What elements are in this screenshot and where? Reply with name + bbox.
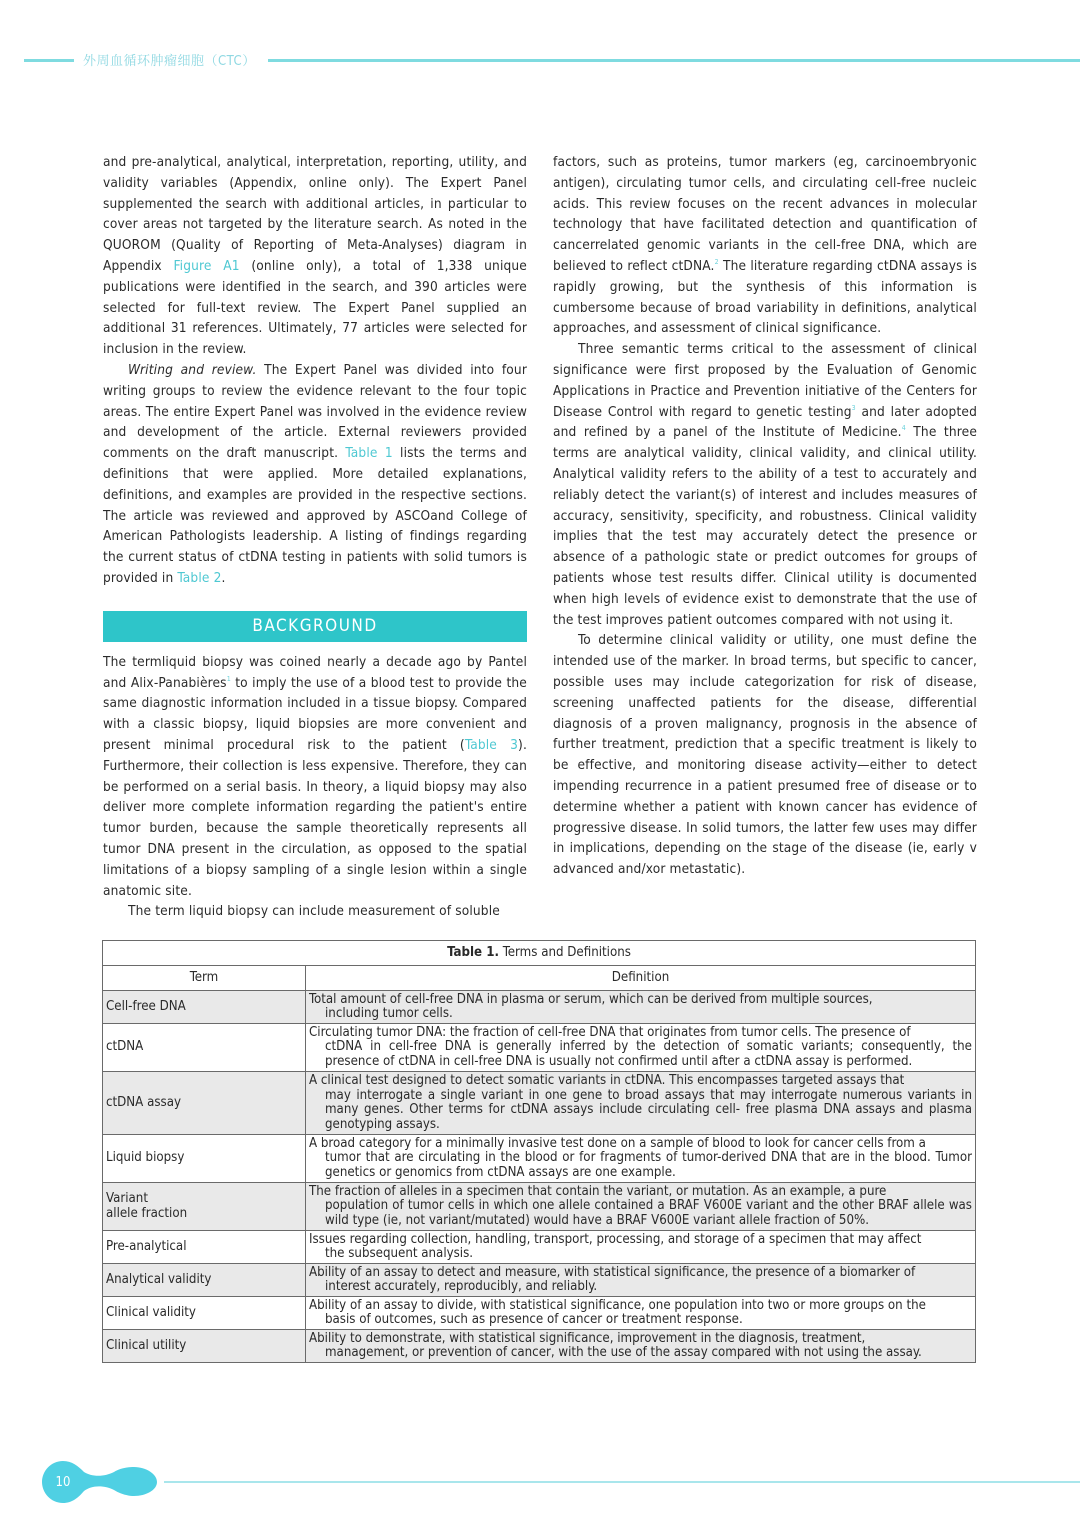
reference-3-link[interactable]: 3 xyxy=(851,403,856,412)
column-header-term: Term xyxy=(103,966,306,991)
term-cell: Variant allele fraction xyxy=(103,1183,306,1231)
footer-rule xyxy=(164,1481,1080,1483)
right-column xyxy=(553,152,977,880)
table-header-row xyxy=(103,966,976,991)
term-cell: Clinical validity xyxy=(103,1297,306,1330)
term-cell: ctDNA xyxy=(103,1024,306,1072)
table-row xyxy=(103,1297,976,1330)
table-row xyxy=(103,1231,976,1264)
paragraph-semantic-terms: Three semantic terms critical to the assessment of clinical significance were first proposed by the Evaluation of Genomic Applications in Practice and Prevention initiative of the Centers for Disease Control with regard to genetic testing$^3$ and later adopted and refined by a panel of the Institute of Medicine.$^4$ The three terms are analytical validity, clinical validity, and clinical utility. Analytical validity refers to the ability of a test to accurately and reliably detect the variant(s) of interest and includes measures of accuracy, sensitivity, specificity, and robustness. Clinical validity implies that the test may accurately detect the presence or absence of a pathologic state or predict outcomes for groups of patients whose test results differ. Clinical utility is documented when high levels of evidence exist to demonstrate that the use of the test improves patient outcomes compared with not using it. xyxy=(553,341,978,628)
paragraph-continued: factors, such as proteins, tumor markers (eg, carcinoembryonic antigen), circulating tumor cells, and circulating cell-free nucleic acids. This review focuses on the recent advances in molecular technology that have facilitated detection and quantification of cancerrelated genomic variants in the cell-free DNA, which are believed to reflect ctDNA.$^2$ The literature regarding ctDNA assays is rapidly growing, but the synthesis of this information is cumbersome because of broad variability in definitions, analytical approaches, and assessment of clinical significance. xyxy=(553,154,977,337)
term-cell: Cell-free DNA xyxy=(103,991,306,1024)
term-cell: Clinical utility xyxy=(103,1330,306,1363)
table-row xyxy=(103,1264,976,1297)
definition-cell: Total amount of cell-free DNA in plasma or serum, which can be derived from multiple sources, including tumor cells. xyxy=(306,991,976,1024)
header-rule-right xyxy=(268,59,1080,62)
left-column xyxy=(103,152,527,922)
paragraph-intended-use: To determine clinical validity or utility, one must define the intended use of the marker. In broad terms, but specific to cancer, possible uses may include categorization for risk of disease, screening unaffected patients for the disease, differential diagnosis of a proven malignancy, prognosis in the absence of further treatment, prediction that a specific treatment is likely to be effective, and monitoring disease activity—either to detect impending recurrence in a patient presumed free of disease or to determine whether a patient with known cancer has evidence of progressive disease. In solid tumors, the latter few uses may differ in implications, depending on the stage of the disease (ie, early v advanced and/xor metastatic). xyxy=(553,632,977,878)
header-rule-left xyxy=(24,59,74,62)
table-2-link[interactable]: Table 2 xyxy=(177,569,222,586)
definition-cell: Ability of an assay to detect and measure, with statistical significance, the presence of a biomarker of interest accurately, reproducibly, and reliably. xyxy=(306,1264,976,1297)
table-row xyxy=(103,1183,976,1231)
term-cell: ctDNA assay xyxy=(103,1072,306,1135)
definition-cell: The fraction of alleles in a specimen that contain the variant, or mutation. As an example, a pure population of tumor cells in which one allele contained a BRAF V600E variant and the other BRAF allele was wild type (ie, not variant/mutated) would have a BRAF V600E variant allele fraction of 50%. xyxy=(306,1183,976,1231)
paragraph-methods: and pre-analytical, analytical, interpretation, reporting, utility, and validity variables (Appendix, online only). The Expert Panel supplemented the search with additional articles, in particular to cover areas not targeted by the literature search. As noted in the QUOROM (Quality of Reporting of Meta-Analyses) diagram in Appendix Figure A1 (online only), a total of 1,338 unique publications were identified in the search, and 390 articles were selected for full-text review. The Expert Panel supplied an additional 31 references. Ultimately, 77 articles were selected for inclusion in the review. xyxy=(103,154,527,358)
reference-4-link[interactable]: 4 xyxy=(901,424,906,433)
definition-cell: Circulating tumor DNA: the fraction of cell-free DNA that originates from tumor cells. The presence of ctDNA in cell-free DNA is generally inferred by the detection of somatic variants; consequently, the presence of ctDNA in cell-free DNA is usually not confirmed until after a ctDNA assay is performed. xyxy=(306,1024,976,1072)
paragraph-background-2: The term liquid biopsy can include measurement of soluble xyxy=(128,903,500,920)
term-cell: Liquid biopsy xyxy=(103,1135,306,1183)
terms-definitions-table xyxy=(102,940,976,1363)
table-row xyxy=(103,1024,976,1072)
table-row xyxy=(103,1072,976,1135)
table-row xyxy=(103,1330,976,1363)
column-header-definition: Definition xyxy=(306,966,976,991)
definition-cell: A broad category for a minimally invasive test done on a sample of blood to look for cancer cells from a tumor that are circulating in the blood or for fragments of tumor-derived DNA that are in the blood. Tumor genetics or genomics from ctDNA assays are one example. xyxy=(306,1135,976,1183)
definition-cell: A clinical test designed to detect somatic variants in ctDNA. This encompasses targeted assays that may interrogate a single variant in one gene to broad assays that may interrogate numerous variants in many genes. Other terms for ctDNA assays include circulating cell- free plasma DNA assays and plasma genotyping assays. xyxy=(306,1072,976,1135)
term-cell: Pre-analytical xyxy=(103,1231,306,1264)
table-1-link[interactable]: Table 1 xyxy=(345,445,393,462)
table-row xyxy=(103,991,976,1024)
reference-1-link[interactable]: 1 xyxy=(226,674,231,683)
term-cell: Analytical validity xyxy=(103,1264,306,1297)
table-row xyxy=(103,1135,976,1183)
table-3-link[interactable]: Table 3 xyxy=(464,736,519,753)
figure-a1-link[interactable]: Figure A1 xyxy=(173,257,240,274)
run-in-heading: Writing and review. xyxy=(128,361,257,378)
reference-2-link[interactable]: 2 xyxy=(714,257,719,266)
table-caption: Table 1. Terms and Definitions xyxy=(103,941,976,966)
paragraph-writing-review: Writing and review. The Expert Panel was divided into four writing groups to review the evidence relevant to the four topic areas. The entire Expert Panel was involved in the evidence review and development of the article. External reviewers provided comments on the draft manuscript. Table 1 lists the terms and definitions that were applied. More detailed explanations, definitions, and examples are provided in the respective sections. The article was reviewed and approved by ASCOand College of American Pathologists leadership. A listing of findings regarding the current status of ctDNA testing in patients with solid tumors is provided in Table 2. xyxy=(103,361,528,586)
definition-cell: Ability to demonstrate, with statistical significance, improvement in the diagnosis, treatment, management, or prevention of cancer, with the use of the assay compared with not using the assay. xyxy=(306,1330,976,1363)
definition-cell: Issues regarding collection, handling, transport, processing, and storage of a specimen that may affect the subsequent analysis. xyxy=(306,1231,976,1264)
table-caption-row xyxy=(103,941,976,966)
section-heading-background: BACKGROUND xyxy=(103,611,527,642)
definition-cell: Ability of an assay to divide, with statistical significance, one population into two or more groups on the basis of outcomes, such as presence of cancer or treatment response. xyxy=(306,1297,976,1330)
paragraph-background-1: The termliquid biopsy was coined nearly a decade ago by Pantel and Alix-Panabières$^1$ to imply the use of a blood test to provide the same diagnostic information included in a tissue biopsy. Compared with a classic biopsy, liquid biopsies are more convenient and present minimal procedural risk to the patient (Table 3). Furthermore, their collection is less expensive. Therefore, they can be performed on a serial basis. In theory, a liquid biopsy may also deliver more complete information regarding the patient's entire tumor burden, because the sample theoretically represents all tumor DNA present in the circulation, as opposed to the spatial limitations of a biopsy sampling of a single lesion within a single anatomic site. xyxy=(103,653,527,899)
running-header-title: 外周血循环肿瘤细胞（CTC） xyxy=(83,54,256,69)
page-number: 10 xyxy=(55,1475,71,1490)
